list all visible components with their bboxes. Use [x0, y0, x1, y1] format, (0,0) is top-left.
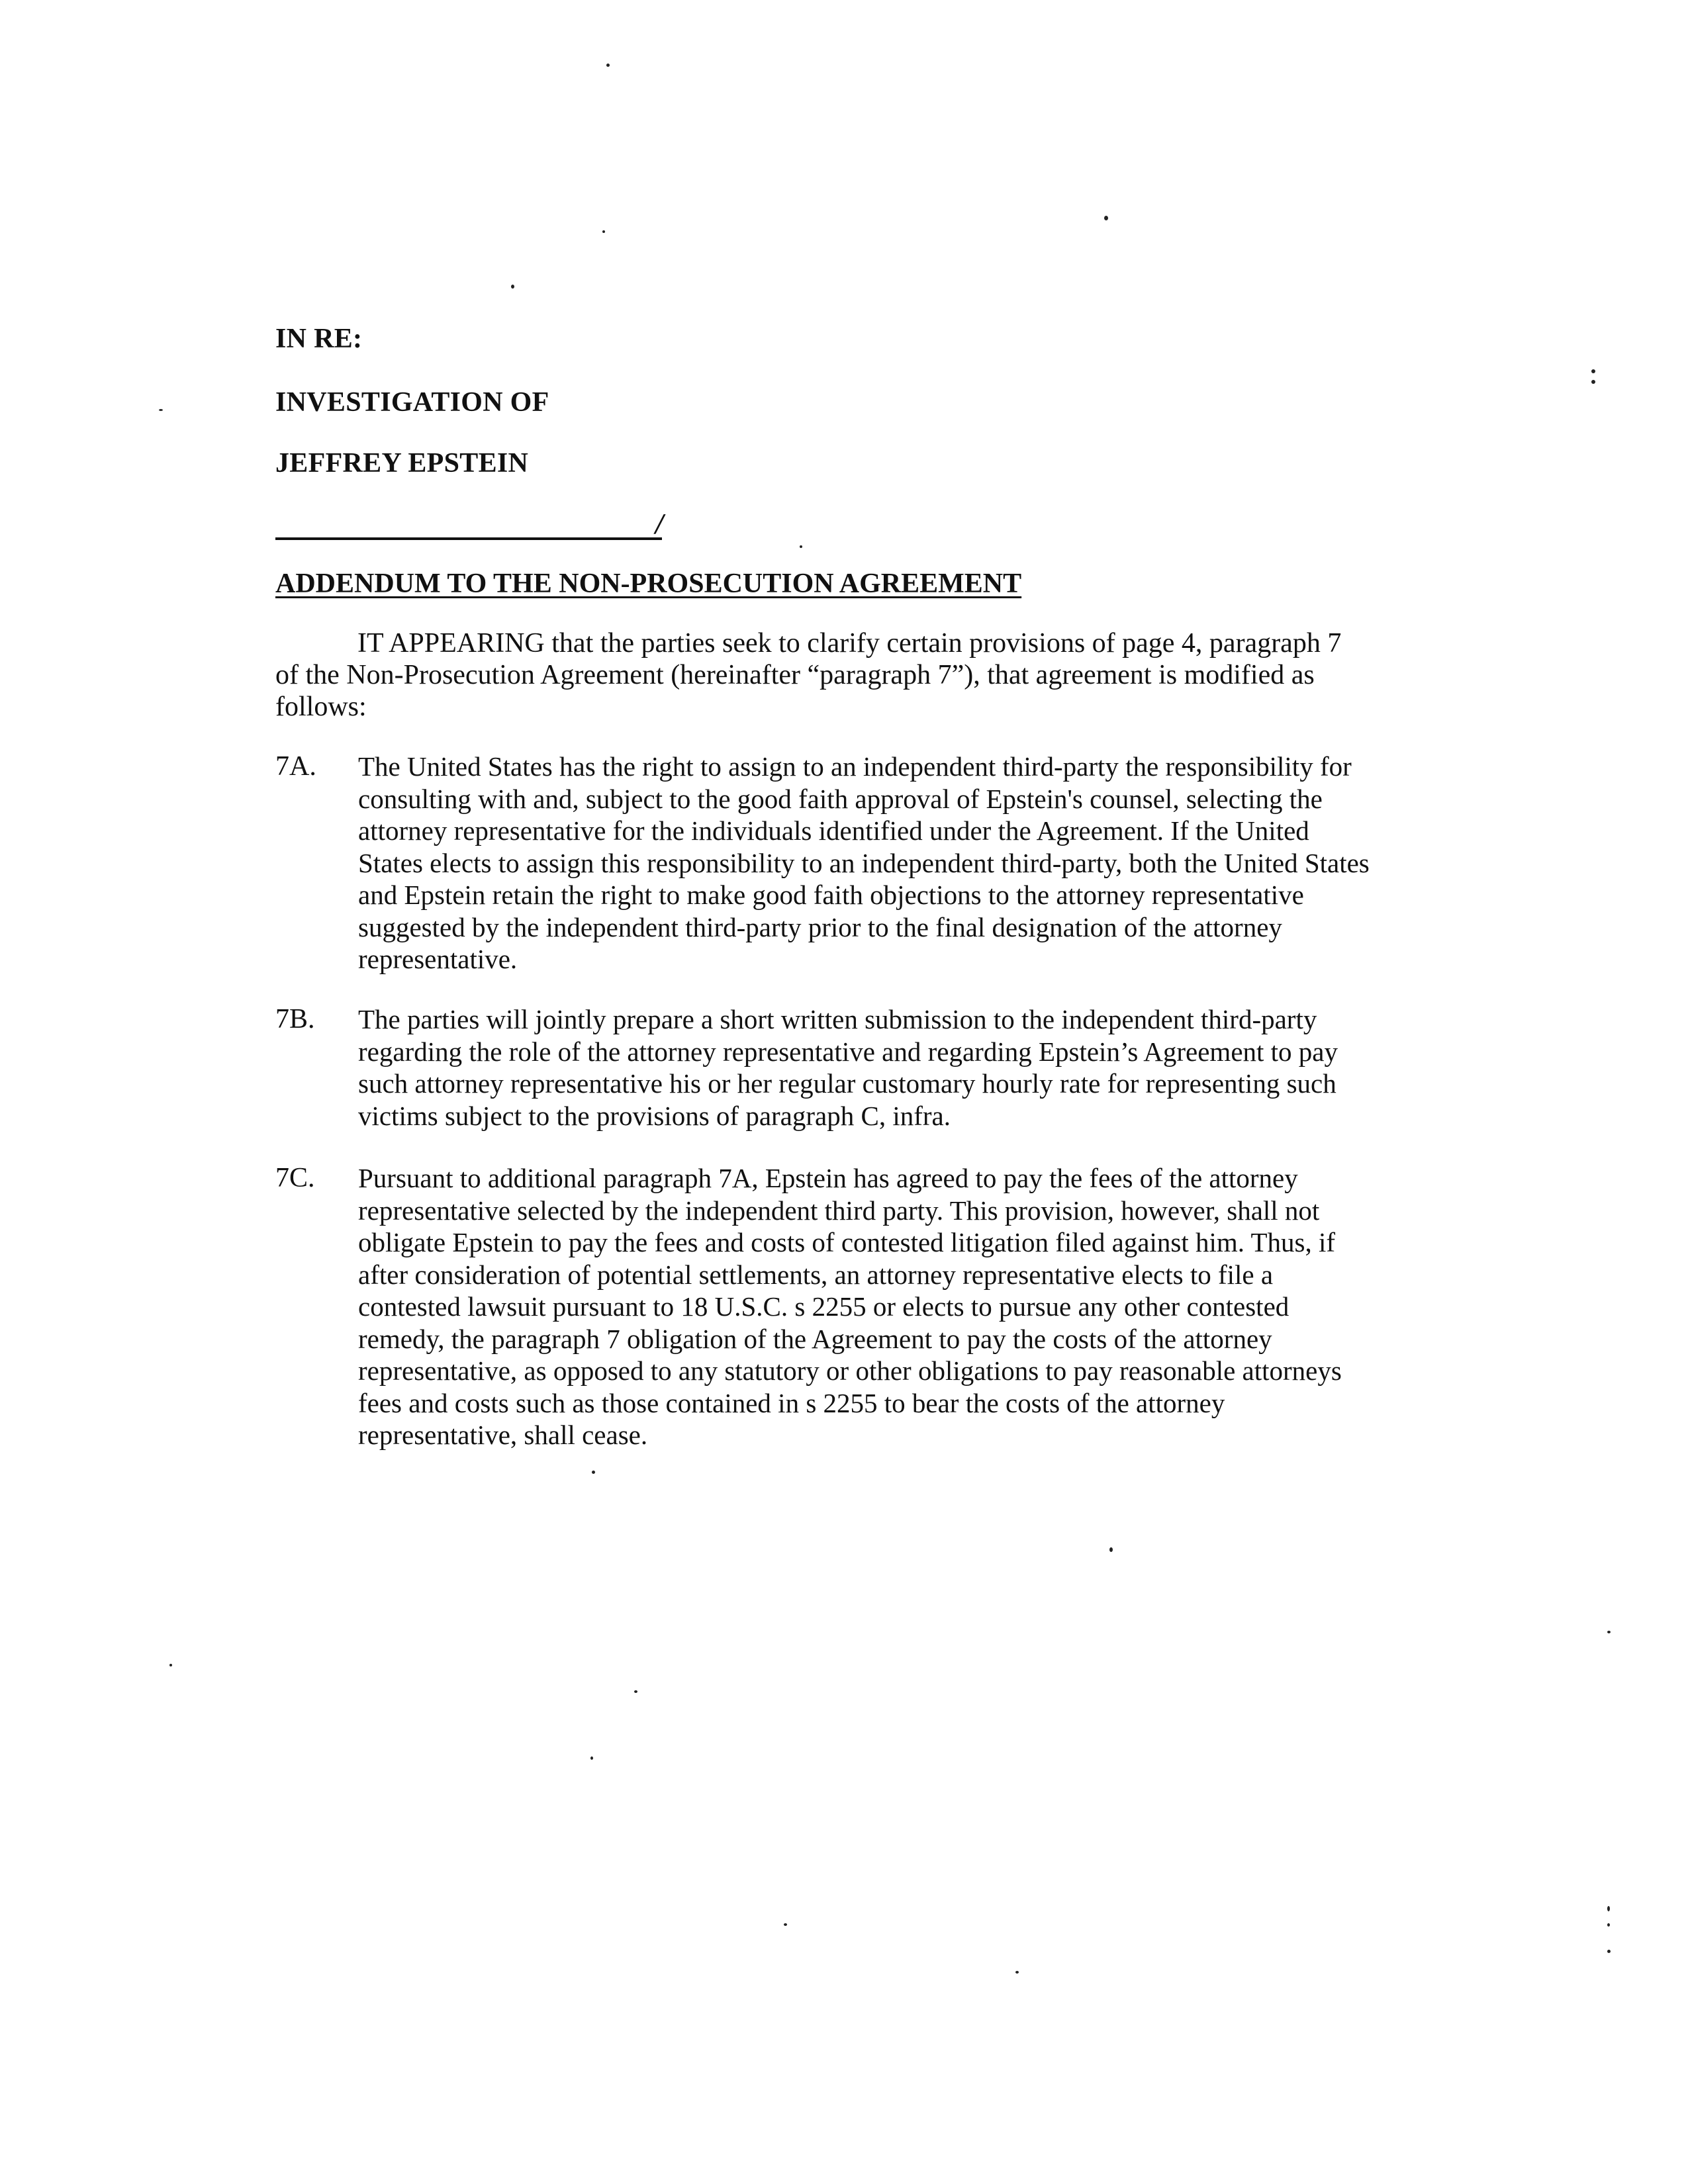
scan-speck — [1607, 1950, 1611, 1953]
scan-speck — [169, 1664, 172, 1666]
intro-paragraph: IT APPEARING that the parties seek to clarify certain provisions of page 4, paragraph 7 of the Non-Prosecution Agreement (hereinafter “paragraph 7”), that agreement is modified as follows: — [275, 628, 1342, 722]
scan-speck — [1104, 216, 1108, 220]
scan-speck — [634, 1690, 637, 1693]
caption-rule — [275, 537, 662, 540]
scan-speck — [592, 1471, 595, 1474]
paragraph-text: The United States has the right to assign to an independent third-party the responsibility for consulting with and, subject to the good faith approval of Epstein's counsel, selecting the attorney representative for the individuals identified under the Agreement. If the United States elects to assign this responsibility to an independent third-party, both the United States and Epstein retain the right to make good faith objections to the attorney representative suggested by the independent third-party prior to the final designation of the attorney representative. — [358, 751, 1370, 974]
paragraph-text: The parties will jointly prepare a short written submission to the independent third-party regarding the role of the attorney representative and regarding Epstein’s Agreement to pay such attorney representative his or her regular customary hourly rate for representing such victims subject to the provisions of paragraph C, infra. — [358, 1004, 1338, 1131]
scan-speck — [1591, 369, 1595, 373]
scan-speck — [1015, 1971, 1019, 1974]
paragraph-number: 7B. — [275, 1004, 315, 1034]
caption-subject-name: JEFFREY EPSTEIN — [275, 448, 529, 478]
scan-speck — [1591, 380, 1595, 384]
scan-speck — [800, 545, 802, 548]
caption-in-re: IN RE: — [275, 324, 363, 354]
paragraph-text: Pursuant to additional paragraph 7A, Epstein has agreed to pay the fees of the attorney representative selected by the independent third party. This provision, however, shall not obligate Epstein to pay the fees and costs of contested litigation filed against him. Thus, if after consideration of potential settlements, an attorney representative elects to file a contested lawsuit pursuant to 18 U.S.C. s 2255 or elects to pursue any other contested remedy, the paragraph 7 obligation of the Agreement to pay the costs of the attorney representative, as opposed to any statutory or other obligations to pay reasonable attorneys fees and costs such as those contained in s 2255 to bear the costs of the attorney representative, shall cease. — [358, 1163, 1342, 1450]
scan-speck — [1607, 1631, 1611, 1633]
paragraph-number: 7A. — [275, 751, 316, 782]
scan-speck — [606, 64, 610, 67]
document-title: ADDENDUM TO THE NON-PROSECUTION AGREEMENT — [275, 569, 1022, 599]
scan-speck — [1109, 1547, 1113, 1552]
scan-speck — [1607, 1906, 1610, 1911]
caption-slash: / — [655, 508, 664, 540]
scan-speck — [602, 230, 605, 233]
scan-speck — [590, 1756, 593, 1760]
paragraph-number: 7C. — [275, 1163, 315, 1193]
scan-speck — [1607, 1923, 1610, 1927]
scan-speck — [159, 409, 163, 411]
scan-speck — [511, 285, 514, 289]
caption-investigation: INVESTIGATION OF — [275, 387, 549, 418]
scan-speck — [784, 1923, 787, 1926]
